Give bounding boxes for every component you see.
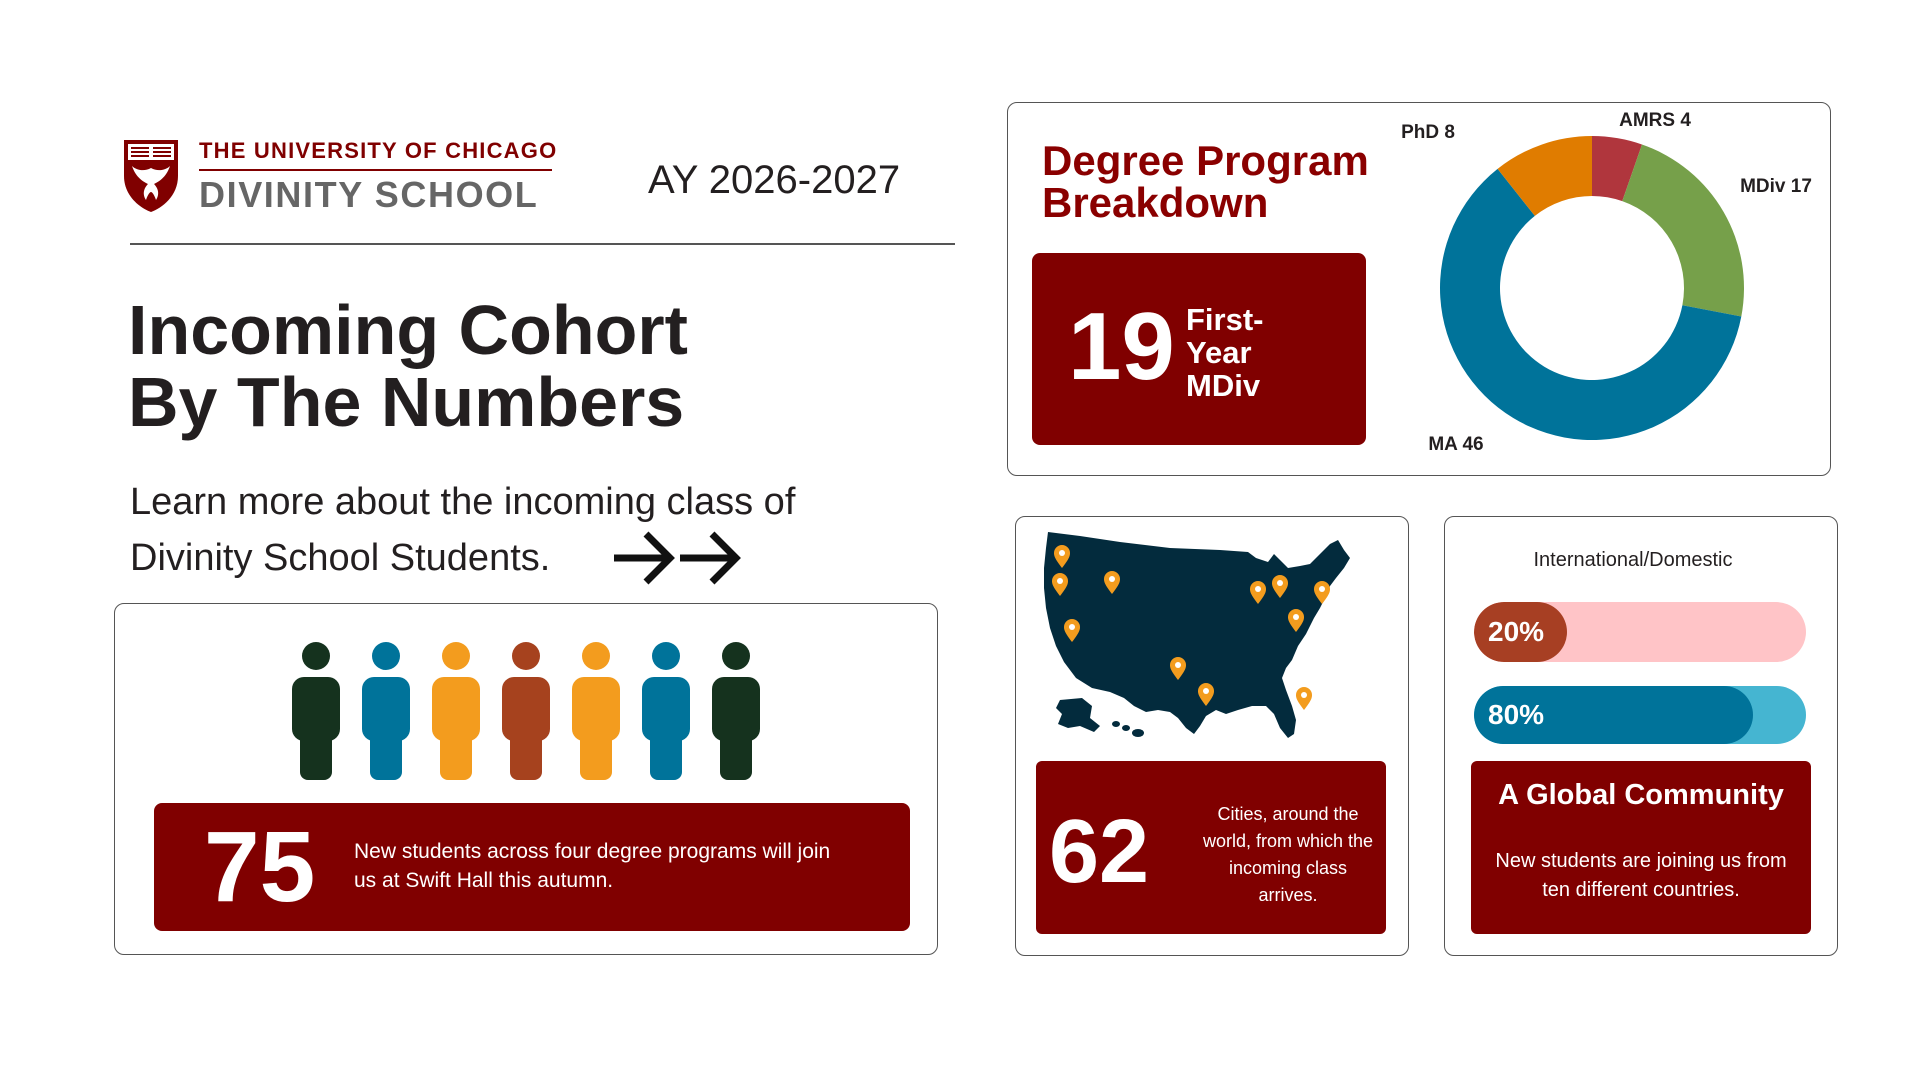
double-arrow-right-icon xyxy=(612,528,742,588)
mdiv-label-line3: MDiv xyxy=(1186,368,1261,403)
alaska-shape xyxy=(1056,698,1100,732)
phoenix-shield-icon xyxy=(122,138,180,214)
page-title-line1: Incoming Cohort xyxy=(128,291,688,369)
degree-title xyxy=(1042,137,1369,226)
academic-year: AY 2026-2027 xyxy=(648,158,901,202)
school-name: DIVINITY SCHOOL xyxy=(199,174,539,215)
donut-slice xyxy=(1622,144,1744,316)
cohort-description: New students across four degree programs will join us at Swift Hall this autumn. xyxy=(354,840,831,892)
mdiv-label-line1: First- xyxy=(1186,302,1264,337)
university-logo xyxy=(122,138,582,214)
university-name: THE UNIVERSITY OF CHICAGO xyxy=(199,138,558,163)
cities-number: 62 xyxy=(1049,802,1150,902)
people-illustration xyxy=(290,640,770,780)
degree-title-line1: Degree Program xyxy=(1042,137,1369,184)
person-icon xyxy=(362,642,410,780)
cohort-stat-box xyxy=(154,803,910,931)
person-icon xyxy=(292,642,340,780)
donut-slice-label: MDiv 17 xyxy=(1740,176,1812,197)
page-title-line2: By The Numbers xyxy=(128,363,685,441)
person-icon xyxy=(712,642,760,780)
page-subtitle-line1: Learn more about the incoming class of xyxy=(130,481,796,523)
mdiv-stat-box xyxy=(1032,253,1366,445)
person-icon xyxy=(572,642,620,780)
person-icon xyxy=(502,642,550,780)
page-subtitle-line2: Divinity School Students. xyxy=(130,537,551,579)
person-icon xyxy=(432,642,480,780)
donut-slice-label: PhD 8 xyxy=(1401,122,1455,143)
domestic-progress-bar xyxy=(1474,686,1806,744)
person-icon xyxy=(642,642,690,780)
cities-stat-box xyxy=(1036,761,1386,934)
page-title xyxy=(128,291,828,441)
international-bar-label: 20% xyxy=(1488,616,1545,647)
degree-title-line2: Breakdown xyxy=(1042,179,1269,226)
usa-map-icon xyxy=(1030,528,1402,758)
mdiv-label xyxy=(1186,303,1264,402)
page-subtitle xyxy=(130,474,870,586)
cities-description: Cities, around the world, from which the incoming class arrives. xyxy=(1202,804,1374,905)
global-title: A Global Community xyxy=(1498,779,1784,811)
mdiv-number: 19 xyxy=(1068,293,1175,400)
donut-slice-label: MA 46 xyxy=(1428,434,1484,455)
mdiv-label-line2: Year xyxy=(1186,335,1252,370)
international-progress-bar xyxy=(1474,602,1806,662)
global-stat-box xyxy=(1471,761,1811,934)
international-domestic-label: International/Domestic xyxy=(1533,549,1733,571)
degree-donut-chart xyxy=(1380,104,1820,464)
cohort-number: 75 xyxy=(204,811,316,923)
header-divider xyxy=(130,243,955,245)
global-description: New students are joining us from ten different countries. xyxy=(1495,850,1787,901)
logo-divider xyxy=(199,169,552,171)
domestic-bar-label: 80% xyxy=(1488,699,1545,730)
hawaii-shape xyxy=(1112,721,1144,737)
donut-slice-label: AMRS 4 xyxy=(1619,110,1691,131)
map-pin-icon xyxy=(1296,687,1312,710)
